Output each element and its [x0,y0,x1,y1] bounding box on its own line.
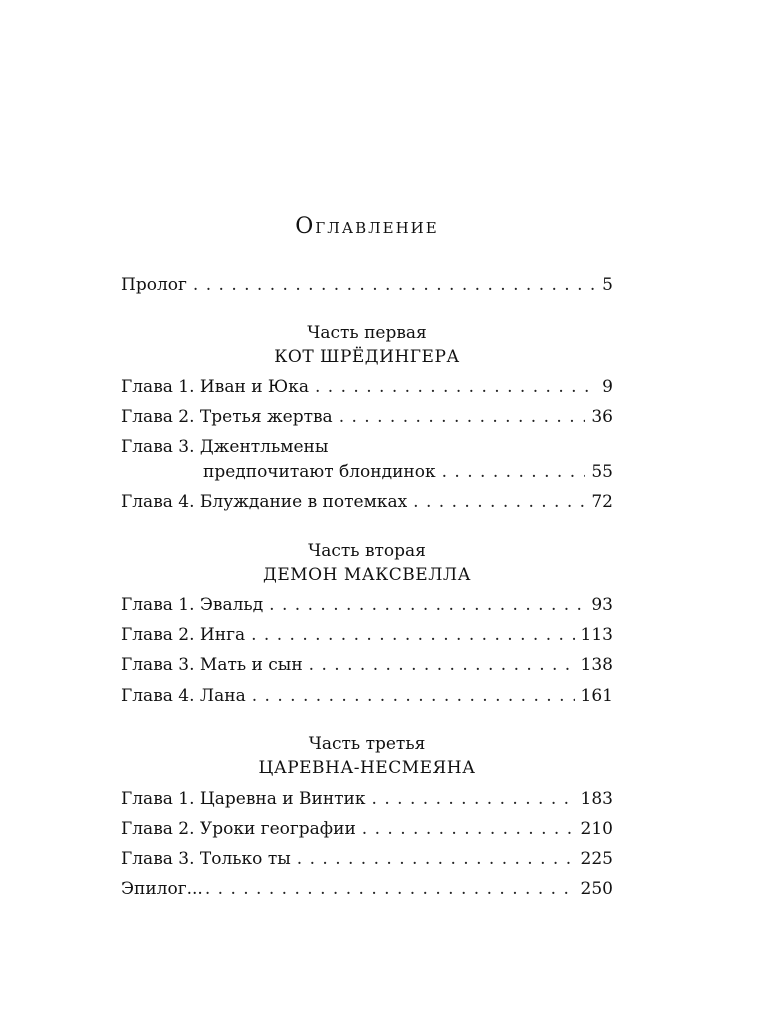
dot-leader [339,406,586,428]
dot-leader [251,624,574,646]
part-name: ЦАРЕВНА-НЕСМЕЯНА [258,758,476,778]
toc-entry-label: Пролог [121,275,187,295]
dot-leader [309,654,575,676]
toc-row-chapter [121,685,613,707]
dot-leader [315,376,596,398]
toc-page-number: 138 [580,655,613,675]
toc-row-chapter [121,818,613,840]
part-label: Часть третья [308,734,426,754]
part-name: КОТ ШРЁДИНГЕРА [274,347,460,367]
toc-row-epilogue [121,878,613,900]
part-label: Часть первая [307,323,427,343]
toc-page-number: 225 [580,849,613,869]
toc-entry-label-continuation: предпочитают блондинок [203,462,436,482]
dot-leader [297,848,575,870]
toc-row-chapter [121,848,613,870]
dot-leader [252,685,575,707]
toc-entry-label: Глава 2. Уроки географии [121,819,356,839]
toc-entry-label: Глава 2. Инга [121,625,246,645]
toc-row-chapter [121,594,613,616]
dot-leader [193,274,596,296]
dot-leader [362,818,575,840]
toc-row-chapter [121,376,613,398]
dot-leader [205,878,575,900]
toc-entry-label: Эпилог... [121,879,203,899]
toc-page-number: 36 [591,407,613,427]
dot-leader [442,461,586,483]
toc-page-number: 9 [602,377,613,397]
toc-row-chapter [121,654,613,676]
toc-entry-label: Глава 1. Царевна и Винтик [121,789,366,809]
toc-row-chapter [121,788,613,810]
toc-page-number: 183 [580,789,613,809]
toc-page-number: 161 [580,686,613,706]
part-label: Часть вторая [308,541,426,561]
toc-page-number: 250 [580,879,613,899]
toc-entry-label: Глава 3. Мать и сын [121,655,303,675]
toc-row-chapter [121,461,613,483]
toc-entry-label: Глава 4. Лана [121,686,246,706]
toc-entry-label: Глава 1. Эвальд [121,595,264,615]
toc-entry-label-first-line: Глава 3. Джентльмены [121,437,329,457]
toc-row-chapter [121,624,613,646]
toc-page-number: 55 [591,462,613,482]
page-title: Оглавление [295,214,439,239]
toc-row-chapter [121,406,613,428]
toc-page-number: 210 [580,819,613,839]
toc-entry-label: Глава 3. Только ты [121,849,291,869]
dot-leader [372,788,575,810]
toc-entry-label: Глава 2. Третья жертва [121,407,333,427]
toc-page-number: 5 [602,275,613,295]
toc-page-number: 113 [580,625,613,645]
dot-leader [269,594,585,616]
dot-leader [413,491,585,513]
toc-row-chapter [121,491,613,513]
toc-entry-label: Глава 4. Блуждание в потемках [121,492,408,512]
toc-page-number: 93 [591,595,613,615]
toc-page-number: 72 [591,492,613,512]
toc-row-prologue [121,274,613,296]
toc-entry-label: Глава 1. Иван и Юка [121,377,309,397]
part-name: ДЕМОН МАКСВЕЛЛА [263,565,471,585]
